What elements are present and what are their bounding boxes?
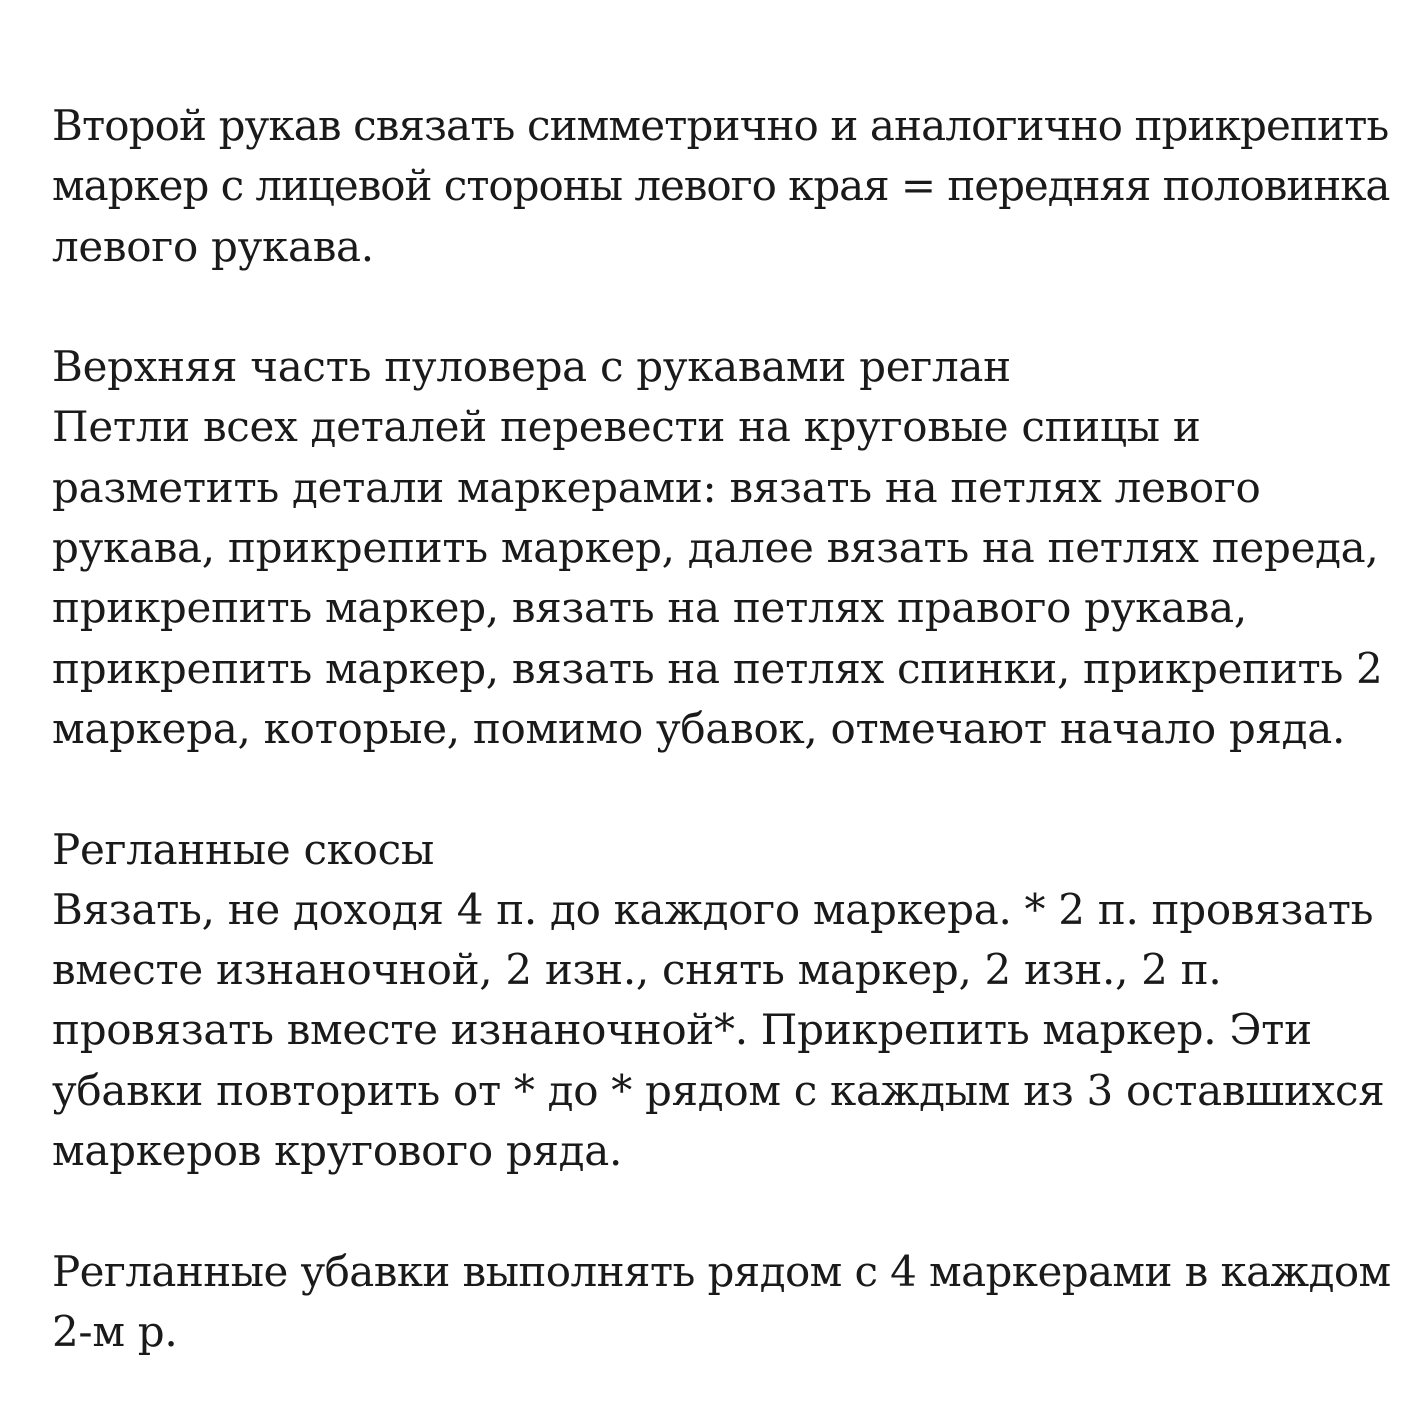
paragraph-raglan-upper-part	[52, 337, 1392, 759]
paragraph-raglan-decreases	[52, 820, 1392, 1182]
text-line: Петли всех деталей перевести на круговые спицы и	[52, 402, 1201, 452]
text-line: убавки повторить от * до * рядом с каждым из 3 оставшихся	[52, 1065, 1385, 1115]
text-line: разметить детали маркерами: вязать на петлях левого	[52, 462, 1261, 512]
text-line: прикрепить маркер, вязать на петлях правого рукава,	[52, 583, 1247, 633]
section-heading: Регланные скосы	[52, 824, 434, 874]
text-line: маркеров кругового ряда.	[52, 1126, 623, 1176]
text-line: прикрепить маркер, вязать на петлях спинки, прикрепить 2	[52, 643, 1383, 693]
text-line: маркера, которые, помимо убавок, отмечают начало ряда.	[52, 703, 1346, 753]
paragraph-gap	[52, 759, 1392, 819]
section-heading: Верхняя часть пуловера с рукавами реглан	[52, 342, 1011, 392]
text-line: провязать вместе изнаночной*. Прикрепить маркер. Эти	[52, 1005, 1312, 1055]
paragraph-second-sleeve	[52, 96, 1392, 277]
text-line: вместе изнаночной, 2 изн., снять маркер, 2 изн., 2 п.	[52, 945, 1222, 995]
text-line: Вязать, не доходя 4 п. до каждого маркера. * 2 п. провязать	[52, 884, 1374, 934]
text-line: Регланные убавки выполнять рядом с 4 маркерами в каждом	[52, 1246, 1391, 1296]
paragraph-gap	[52, 1181, 1392, 1241]
document-body	[52, 96, 1392, 1362]
text-line: маркер с лицевой стороны левого края = передняя половинка	[52, 161, 1390, 211]
paragraph-gap	[52, 277, 1392, 337]
text-line: 2-м р.	[52, 1306, 178, 1356]
paragraph-raglan-frequency	[52, 1242, 1392, 1363]
text-line: рукава, прикрепить маркер, далее вязать на петлях переда,	[52, 523, 1379, 573]
text-line: Второй рукав связать симметрично и аналогично прикрепить	[52, 101, 1389, 150]
text-line: левого рукава.	[52, 221, 374, 271]
